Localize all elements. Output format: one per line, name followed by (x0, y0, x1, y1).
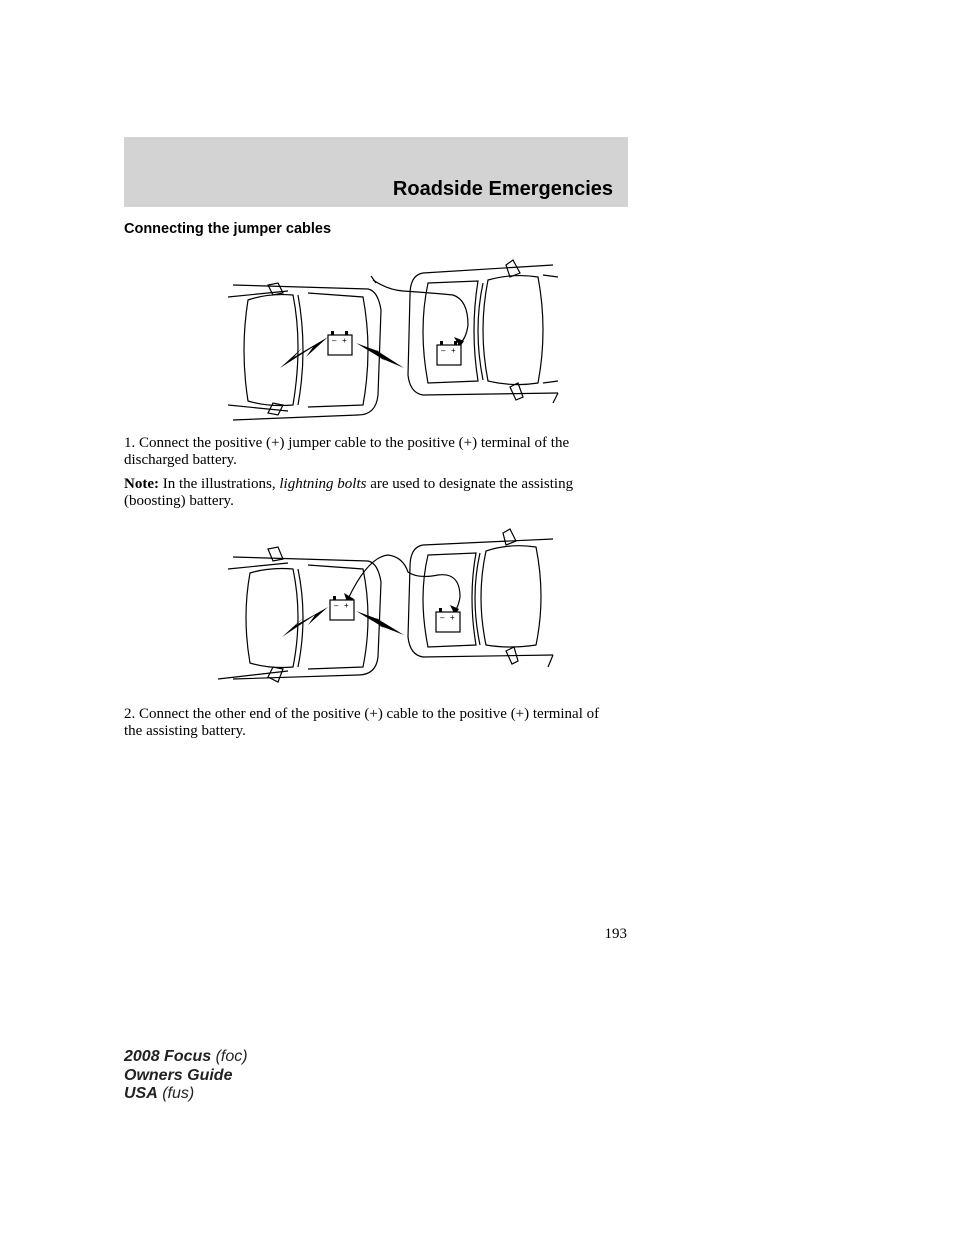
jumper-cable (373, 280, 468, 345)
note-italic: lightning bolts (279, 476, 367, 492)
footer-line-2: Owners Guide (124, 1066, 233, 1084)
battery-left (330, 596, 354, 620)
battery-plus: + (450, 613, 455, 622)
battery-plus: + (451, 346, 456, 355)
left-car-windshield (244, 295, 298, 406)
battery-minus: – (441, 346, 446, 355)
note-text (124, 476, 618, 510)
note-label: Note: (124, 476, 159, 492)
jumper-diagram-2 (218, 527, 558, 692)
header-bar (124, 137, 628, 207)
battery-right (436, 608, 460, 632)
battery-minus: – (334, 601, 339, 610)
note-post: are used to designate the assisting (boosting) battery. (124, 476, 574, 509)
footer-line-1: 2008 Focus (foc) (124, 1048, 248, 1065)
battery-right (437, 341, 461, 365)
right-car-windshield (483, 276, 543, 385)
section-title: Roadside Emergencies (392, 178, 613, 200)
right-car-windshield (481, 546, 541, 647)
step-1-text: 1. Connect the positive (+) jumper cable to the positive (+) terminal of the discharged battery. (124, 435, 570, 468)
jumper-diagram-1 (228, 255, 560, 425)
left-car-body (233, 557, 381, 679)
note-pre: In the illustrations, (158, 476, 280, 492)
battery-plus: + (342, 336, 347, 345)
battery-minus: – (440, 613, 445, 622)
illustration-step-2 (218, 527, 558, 692)
battery-minus: – (332, 336, 337, 345)
page-number: 193 (604, 926, 627, 942)
footer (124, 1048, 248, 1104)
lightning-bolt-icon (280, 337, 328, 368)
battery-plus: + (344, 601, 349, 610)
jumper-cable (348, 555, 460, 611)
subheading: Connecting the jumper cables (124, 221, 332, 237)
left-car-windshield (246, 569, 298, 668)
lightning-bolt-icon (282, 607, 328, 637)
step-2-text: 2. Connect the other end of the positive (+) cable to the positive (+) terminal of the assisting battery. (124, 706, 600, 739)
left-car-body (233, 285, 381, 420)
footer-line-3: USA (fus) (124, 1085, 195, 1102)
battery-left (328, 331, 352, 355)
illustration-step-1 (228, 255, 560, 425)
